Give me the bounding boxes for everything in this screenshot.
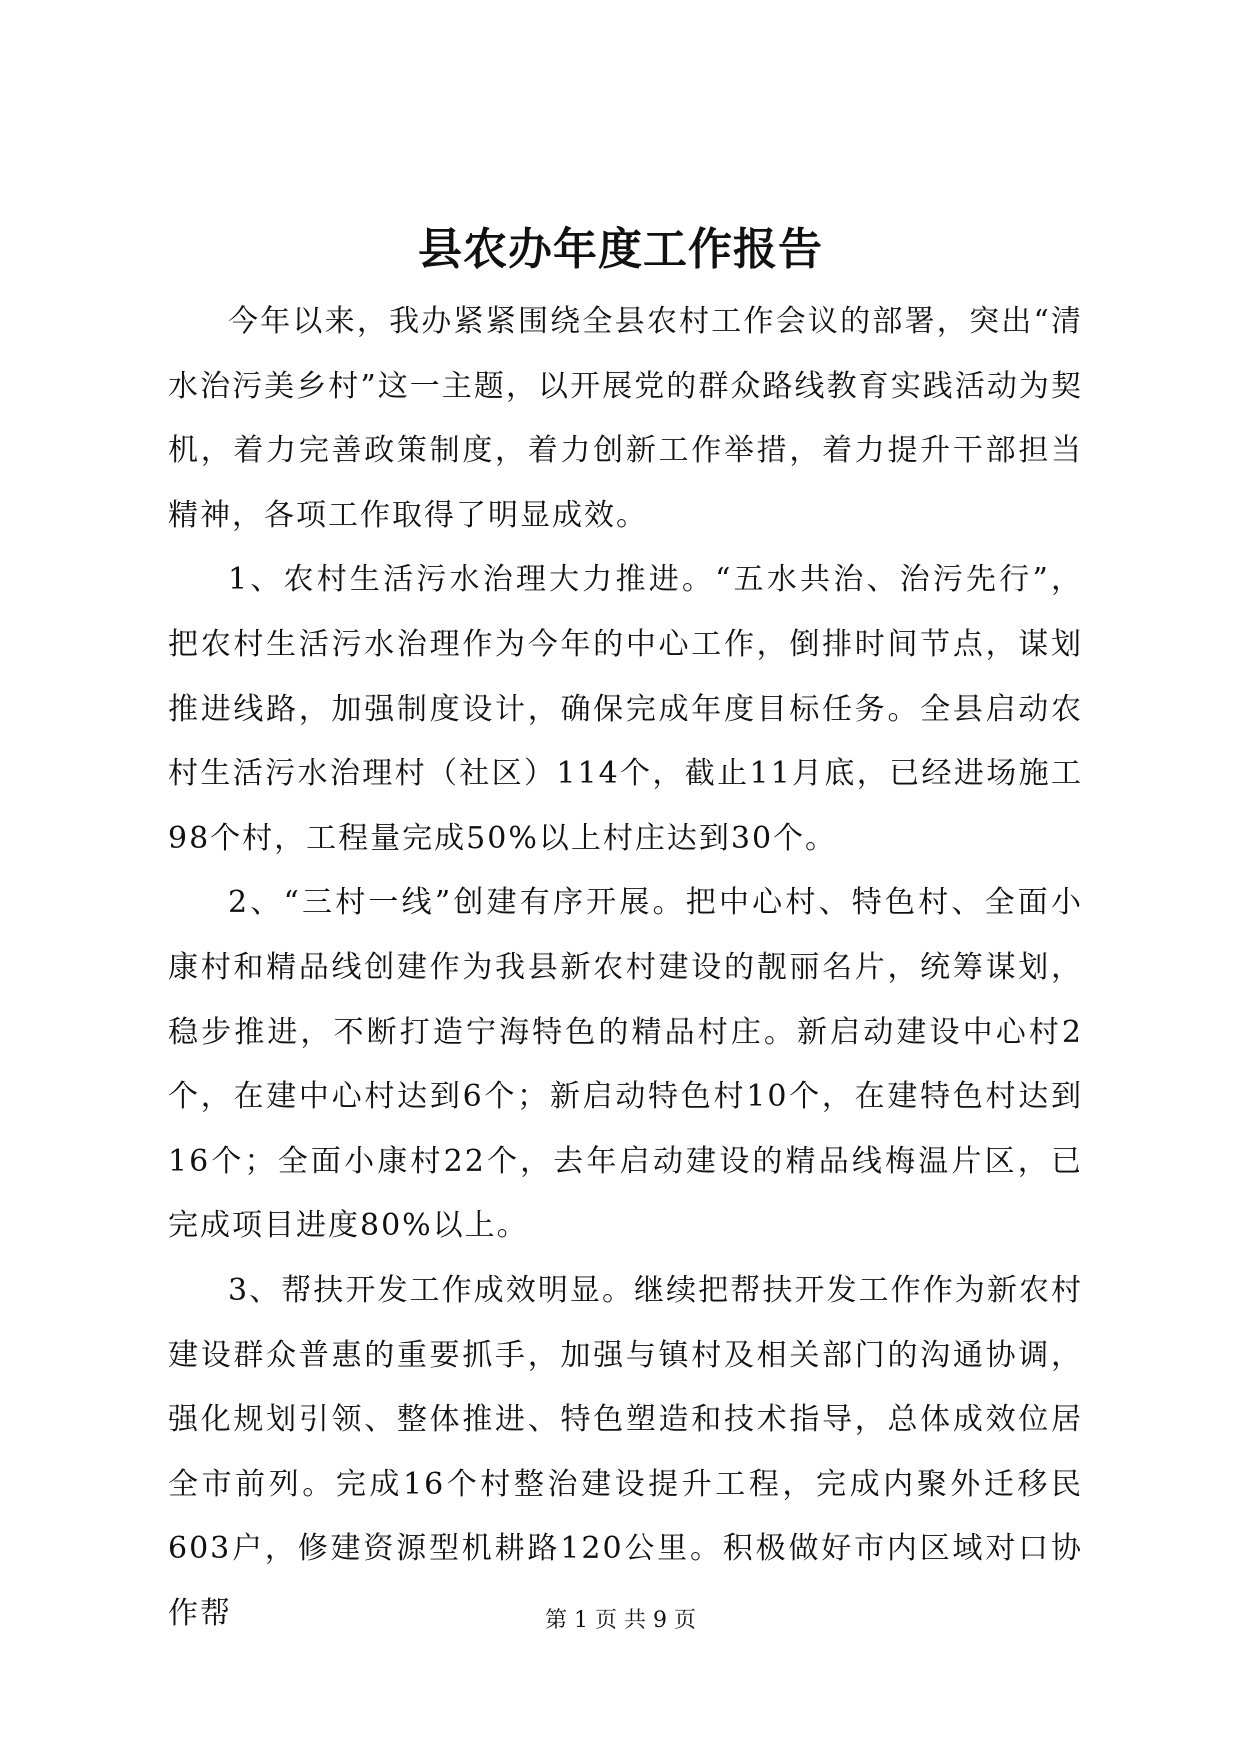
paragraph-assistance-development: 3、帮扶开发工作成效明显。继续把帮扶开发工作作为新农村建设群众普惠的重要抓手，加强与镇村及相关部门的沟通协调，强化规划引领、整体推进、特色塑造和技术指导，总体成效位居全市前列。完成16个村整治建设提升工程，完成内聚外迁移民603户，修建资源型机耕路120公里。积极做好市内区域对口协作帮 (168, 1272, 1083, 1631)
paragraph-three-villages: 2、“三村一线”创建有序开展。把中心村、特色村、全面小康村和精品线创建作为我县新农村建设的靓丽名片，统筹谋划，稳步推进，不断打造宁海特色的精品村庄。新启动建设中心村2个，在建中心村达到6个；新启动特色村10个，在建特色村达到16个；全面小康村22个，去年启动建设的精品线梅温片区，已完成项目进度80%以上。 (168, 885, 1083, 1244)
paragraph-intro: 今年以来，我办紧紧围绕全县农村工作会议的部署，突出“清水治污美乡村”这一主题，以开展党的群众路线教育实践活动为契机，着力完善政策制度，着力创新工作举措，着力提升干部担当精神，各项工作取得了明显成效。 (168, 304, 1083, 533)
document-title: 县农办年度工作报告 (418, 224, 823, 275)
document-body (168, 290, 1083, 1646)
paragraph-sewage-treatment: 1、农村生活污水治理大力推进。“五水共治、治污先行”，把农村生活污水治理作为今年的中心工作，倒排时间节点，谋划推进线路，加强制度设计，确保完成年度目标任务。全县启动农村生活污水治理村（社区）114个，截止11月底，已经进场施工98个村，工程量完成50%以上村庄达到30个。 (168, 562, 1083, 856)
page-footer: 第 1 页 共 9 页 (545, 1608, 696, 1633)
